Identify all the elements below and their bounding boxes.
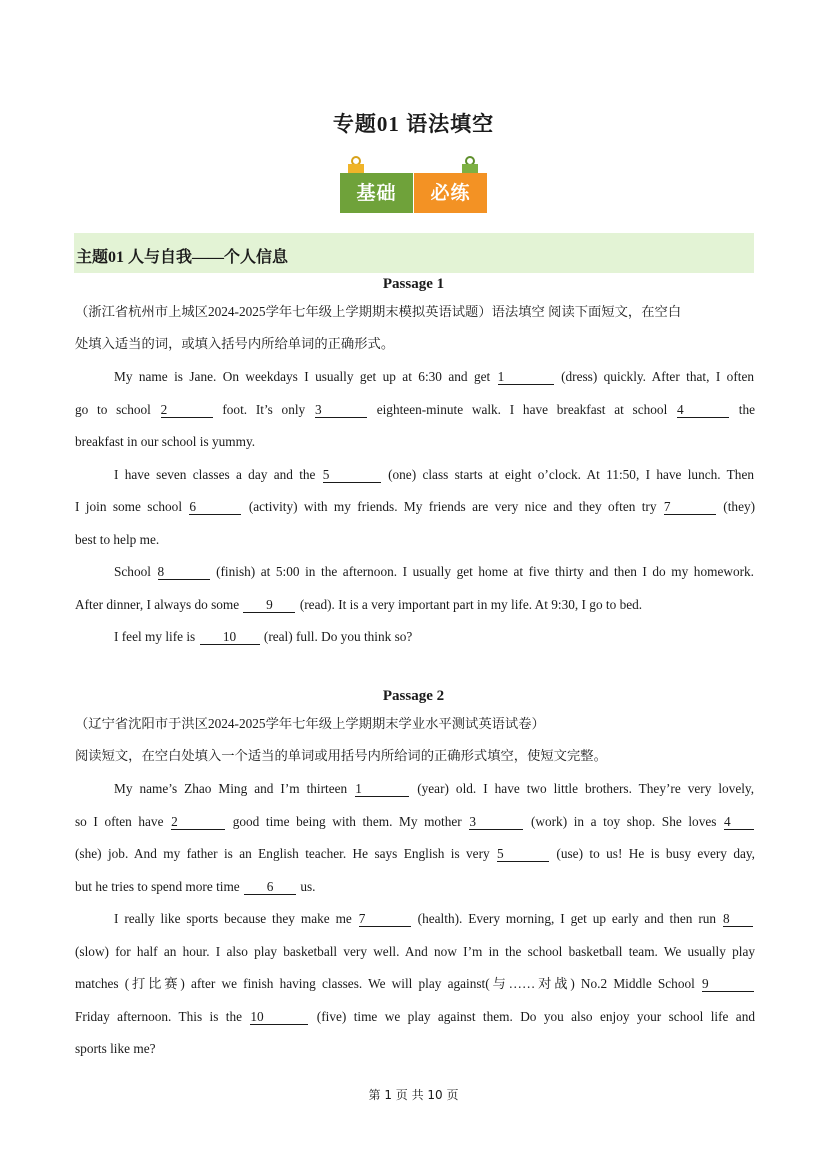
passage-1-line: go to school 2 foot. It’s only 3 eighteen-minute walk. I have breakfast at school 4 the — [75, 402, 756, 417]
blank-3[interactable]: 3 — [469, 815, 523, 830]
passage-2-line: I really like sports because they make me 7 (health). Every morning, I get up early and then run 8 — [114, 910, 754, 928]
blank-9[interactable]: 9 — [702, 977, 754, 992]
blank-7[interactable]: 7 — [359, 912, 411, 927]
blank-4[interactable]: 4 — [724, 815, 754, 830]
blank-9[interactable]: 9 — [243, 598, 295, 613]
passage-1-instruction: 处填入适当的词，或填入括号内所给单词的正确形式。 — [75, 336, 395, 351]
topic-bar — [74, 233, 754, 273]
passage-1-heading: Passage 1 — [382, 276, 445, 292]
blank-7[interactable]: 7 — [664, 500, 716, 515]
blank-5[interactable]: 5 — [497, 847, 549, 862]
blank-6[interactable]: 6 — [244, 880, 296, 895]
passage-1-line: breakfast in our school is yummy. — [75, 434, 256, 449]
blank-8[interactable]: 8 — [723, 912, 753, 927]
page-title: 专题01 语法填空 — [332, 112, 495, 136]
blank-5[interactable]: 5 — [323, 468, 381, 483]
blank-8[interactable]: 8 — [158, 565, 210, 580]
passage-2-line: (slow) for half an hour. I also play basketball very well. And now I’m in the school basketball team. We usually play — [75, 944, 755, 959]
blank-2[interactable]: 2 — [171, 815, 225, 830]
passage-2-line: (she) job. And my father is an English teacher. He says English is very 5 (use) to us! He is busy every day, — [75, 846, 755, 861]
passage-2-line: sports like me? — [75, 1041, 156, 1056]
section-badge — [340, 156, 488, 216]
passage-1-source: （浙江省杭州市上城区2024-2025学年七年级上学期期末模拟英语试题）语法填空 阅读下面短文，在空白 — [75, 304, 682, 319]
passage-1-line: I join some school 6 (activity) with my friends. My friends are very nice and they often try 7 (they) — [75, 499, 756, 514]
badge-right-label: 必练 — [414, 173, 487, 213]
passage-1-line: School 8 (finish) at 5:00 in the afternoon. I usually get home at five thirty and then I do my homework. — [114, 564, 755, 579]
blank-6[interactable]: 6 — [189, 500, 241, 515]
passage-2-line: so I often have 2 good time being with them. My mother 3 (work) in a toy shop. She loves 4 — [75, 813, 755, 831]
passage-1-line: I have seven classes a day and the 5 (one) class starts at eight o’clock. At 11:50, I have lunch. Then — [114, 467, 754, 482]
blank-4[interactable]: 4 — [677, 403, 729, 418]
passage-2-source: （辽宁省沈阳市于洪区2024-2025学年七年级上学期期末学业水平测试英语试卷） — [75, 716, 545, 731]
passage-2-line: matches (打比赛) after we finish having classes. We will play against(与……对战) No.2 Middle School 9 — [75, 975, 755, 993]
binder-clip-icon — [460, 156, 480, 174]
passage-1-line: best to help me. — [75, 532, 160, 547]
passage-1-line: After dinner, I always do some 9 (read). It is a very important part in my life. At 9:30, I go to bed. — [75, 597, 643, 612]
passage-2-heading: Passage 2 — [382, 688, 445, 704]
blank-10[interactable]: 10 — [250, 1010, 308, 1025]
passage-2-line: but he tries to spend more time 6 us. — [75, 879, 316, 894]
blank-10[interactable]: 10 — [200, 630, 260, 645]
passage-1-line: My name is Jane. On weekdays I usually get up at 6:30 and get 1 (dress) quickly. After that, I often — [114, 369, 754, 384]
passage-2-instruction: 阅读短文，在空白处填入一个适当的单词或用括号内所给词的正确形式填空，使短文完整。 — [75, 748, 607, 763]
page-footer: 第 1 页 共 10 页 — [368, 1088, 459, 1102]
blank-1[interactable]: 1 — [355, 782, 409, 797]
binder-clip-icon — [346, 156, 366, 174]
badge-left-label: 基础 — [340, 173, 413, 213]
passage-1-line: I feel my life is 10 (real) full. Do you think so? — [114, 629, 413, 644]
passage-2-line: My name’s Zhao Ming and I’m thirteen 1 (year) old. I have two little brothers. They’re very lovely, — [114, 781, 755, 796]
topic-heading: 主题01 人与自我——个人信息 — [76, 249, 289, 266]
blank-1[interactable]: 1 — [498, 370, 554, 385]
blank-3[interactable]: 3 — [315, 403, 367, 418]
passage-2-line: Friday afternoon. This is the 10 (five) time we play against them. Do you also enjoy your school life and — [75, 1009, 756, 1024]
blank-2[interactable]: 2 — [161, 403, 213, 418]
